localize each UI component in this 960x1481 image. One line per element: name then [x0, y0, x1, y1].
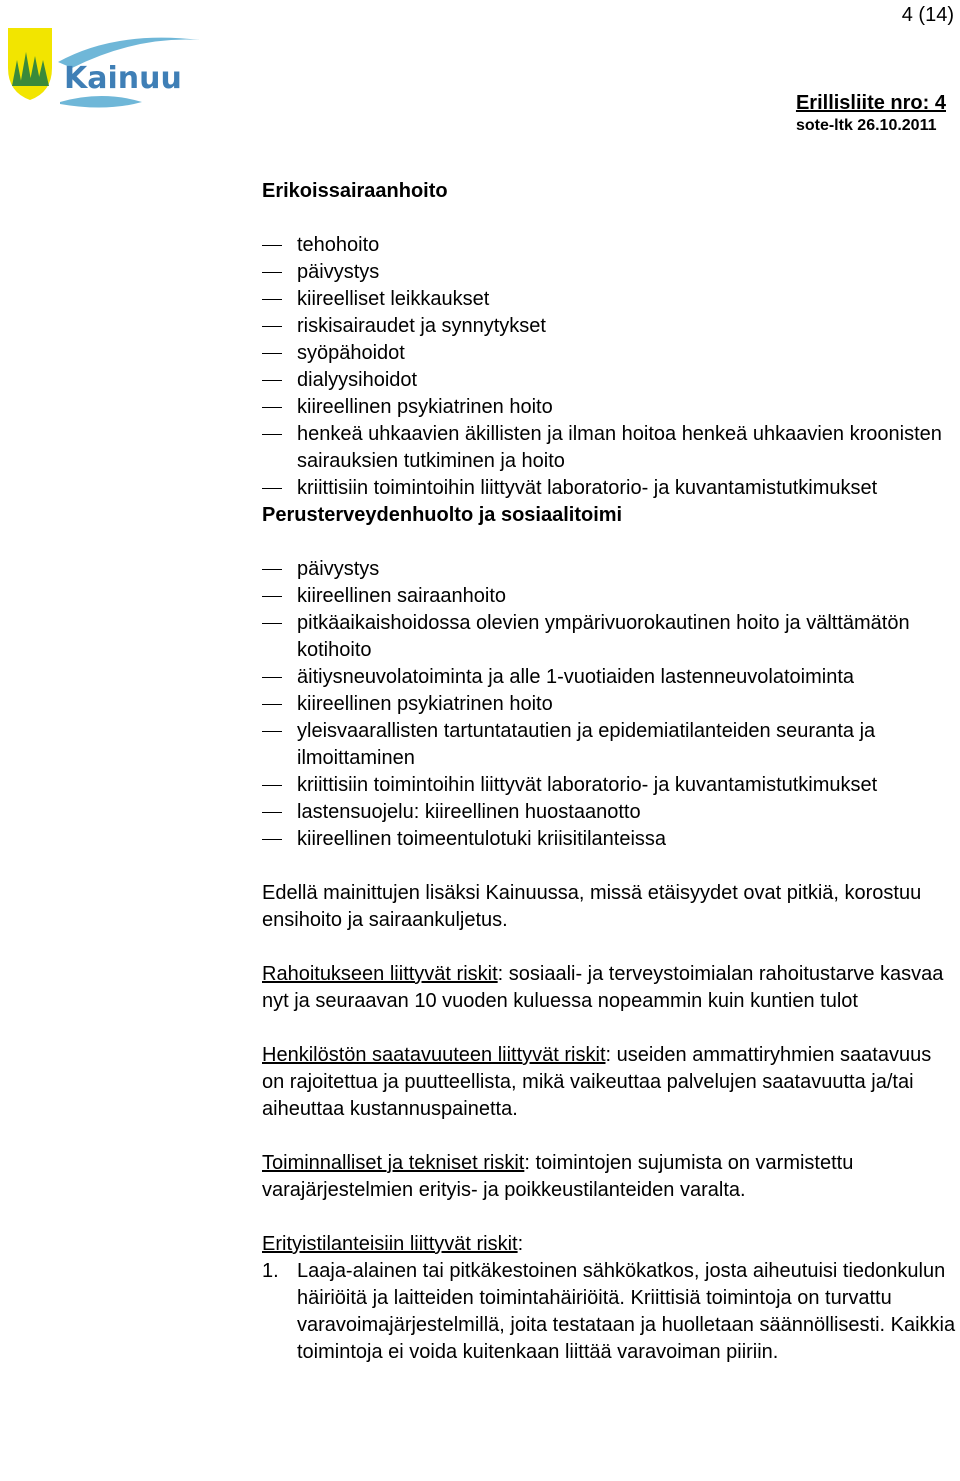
page-number: 4 (14)	[901, 4, 954, 26]
list-item: kriittisiin toimintoihin liittyvät laboratorio- ja kuvantamistutkimukset	[262, 772, 958, 799]
paragraph-ensihoito: Edellä mainittujen lisäksi Kainuussa, missä etäisyydet ovat pitkiä, korostuu ensihoito ja sairaankuljetus.	[262, 882, 922, 931]
list-item: henkeä uhkaavien äkillisten ja ilman hoitoa henkeä uhkaavien kroonisten sairauksien tutkiminen ja hoito	[262, 421, 958, 475]
paragraph-technical-risk	[262, 1150, 958, 1204]
staff-risk-text: : useiden ammattiryhmien saatavuus on rajoitettua ja puutteellista, mikä vaikeuttaa palvelujen saatavuutta ja/tai aiheuttaa kustannuspainetta.	[262, 1044, 932, 1120]
financing-risk-text: : sosiaali- ja terveystoimialan rahoitustarve kasvaa nyt ja seuraavan 10 vuoden kuluessa nopeammin kuin kuntien tulot	[262, 963, 944, 1012]
list-item-number: 1.	[262, 1260, 279, 1282]
list-item: kiireellinen sairaanhoito	[262, 583, 958, 610]
list-item: kiireellinen toimeentulotuki kriisitilanteissa	[262, 826, 958, 853]
list-item: dialyysihoidot	[262, 367, 958, 394]
document-reference	[796, 92, 946, 135]
list-item: äitiysneuvolatoiminta ja alle 1-vuotiaiden lastenneuvolatoiminta	[262, 664, 958, 691]
document-body	[262, 178, 958, 1366]
list-item-text: Laaja-alainen tai pitkäkestoinen sähkökatkos, josta aiheutuisi tiedonkulun häiriöitä ja laitteiden toimintahäiriöitä. Kriittisiä toimintoja on turvattu varavoimajärjestelmillä, joita testataan ja huolletaan säännöllisesti. Kaikkia toimintoja ei voida kuitenkaan liittää varavoiman piiriin.	[297, 1260, 956, 1363]
technical-risk-text: : toimintojen sujumista on varmistettu varajärjestelmien erityis- ja poikkeustilanteiden varalta.	[262, 1152, 854, 1201]
kainuu-logo	[6, 24, 206, 116]
special-risk-list	[262, 1258, 958, 1366]
section-heading-perusterveydenhuolto: Perusterveydenhuolto ja sosiaalitoimi	[262, 504, 623, 526]
section-heading-erikoissairaanhoito: Erikoissairaanhoito	[262, 180, 448, 202]
financing-risk-label: Rahoitukseen liittyvät riskit	[262, 963, 498, 985]
list-item: kiireellinen psykiatrinen hoito	[262, 394, 958, 421]
numbered-list-item	[262, 1258, 958, 1366]
list-item: tehohoito	[262, 232, 958, 259]
list-item: yleisvaarallisten tartuntatautien ja epidemiatilanteiden seuranta ja ilmoittaminen	[262, 718, 958, 772]
erikoissairaanhoito-list	[262, 232, 958, 502]
perusterveydenhuolto-list	[262, 556, 958, 853]
paragraph-financing-risk	[262, 961, 958, 1015]
paragraph-staff-risk	[262, 1042, 958, 1123]
paragraph-special-risk	[262, 1231, 958, 1258]
list-item: kriittisiin toimintoihin liittyvät laboratorio- ja kuvantamistutkimukset	[262, 475, 958, 502]
special-risk-colon: :	[517, 1233, 524, 1255]
list-item: kiireelliset leikkaukset	[262, 286, 958, 313]
list-item: kiireellinen psykiatrinen hoito	[262, 691, 958, 718]
list-item: lastensuojelu: kiireellinen huostaanotto	[262, 799, 958, 826]
list-item: syöpähoidot	[262, 340, 958, 367]
list-item: päivystys	[262, 259, 958, 286]
technical-risk-label: Toiminnalliset ja tekniset riskit	[262, 1152, 525, 1174]
list-item: pitkäaikaishoidossa olevien ympärivuorokautinen hoito ja välttämätön kotihoito	[262, 610, 958, 664]
staff-risk-label: Henkilöstön saatavuuteen liittyvät riskit	[262, 1044, 606, 1066]
svg-text:Kainuu: Kainuu	[64, 61, 182, 96]
meeting-reference: sote-ltk 26.10.2011	[795, 117, 937, 134]
attachment-number: Erillisliite nro: 4	[795, 92, 946, 114]
special-risk-label: Erityistilanteisiin liittyvät riskit	[262, 1233, 518, 1255]
list-item: päivystys	[262, 556, 958, 583]
list-item: riskisairaudet ja synnytykset	[262, 313, 958, 340]
